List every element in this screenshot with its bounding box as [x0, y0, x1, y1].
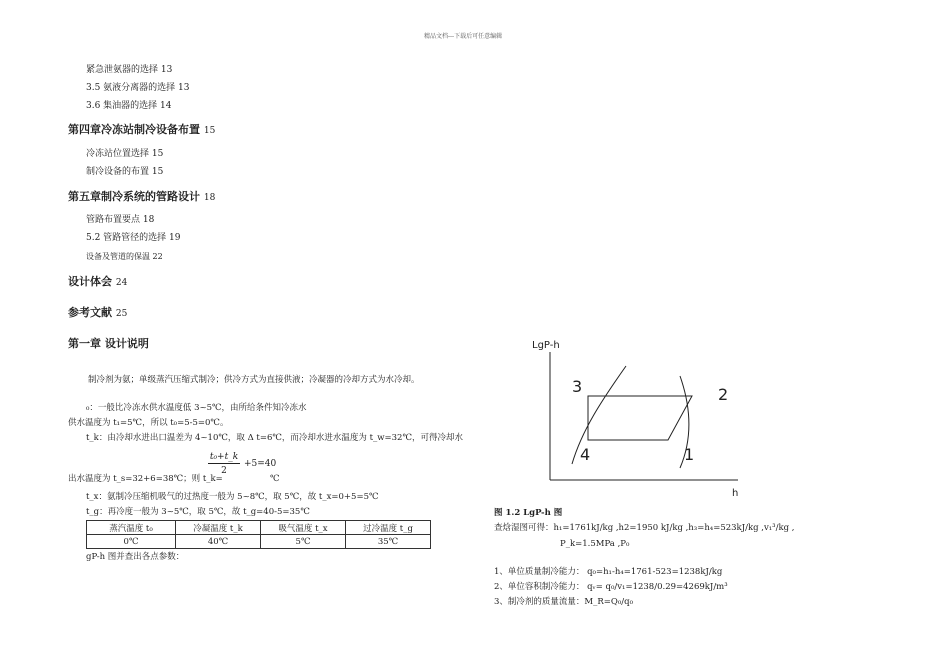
- point-label: 1: [684, 445, 695, 464]
- paragraph: 查焓湿图可得：h₁=1761kJ/kg ,h2=1950 kJ/kg ,h₃=h₄=523kJ/kg ,v₁³/kg ,: [494, 523, 795, 533]
- refrigeration-cycle: [588, 396, 692, 440]
- formula-numerator: t₀+t_k: [209, 452, 239, 462]
- paragraph: 出水温度为 t_s=32+6=38℃；则 t_k=: [68, 474, 223, 484]
- toc-chapter-5[interactable]: [68, 191, 215, 203]
- paragraph: 供水温度为 t₁=5℃，所以 t₀=5-5=0℃。: [68, 418, 229, 428]
- table-cell: 40℃: [176, 535, 261, 549]
- table-header-cell: 吸气温度 t_x: [261, 521, 346, 535]
- paragraph: ₀：一般比冷冻水供水温度低 3~5℃，由所给条件知冷冻水: [86, 403, 307, 413]
- lgp-h-diagram: [520, 330, 760, 505]
- table-row: [87, 535, 431, 549]
- diagram-xlabel: h: [732, 488, 739, 499]
- paragraph: 1、单位质量制冷能力： q₀=h₁-h₄=1761-523=1238kJ/kg: [494, 567, 723, 577]
- toc-item[interactable]: 制冷设备的布置 15: [86, 167, 164, 177]
- page-header: 精品文档---下载后可任意编辑: [424, 33, 503, 40]
- toc-item[interactable]: 管路布置要点 18: [86, 215, 155, 225]
- table-header-row: [87, 521, 431, 535]
- toc-item[interactable]: 5.2 管路管径的选择 19: [86, 233, 181, 243]
- paragraph: 制冷剂为氨；单级蒸汽压缩式制冷；供冷方式为直接供液；冷凝器的冷却方式为水冷却。: [88, 375, 420, 385]
- toc-chapter-page: 18: [203, 193, 216, 203]
- toc-chapter-title: 参考文献: [68, 306, 112, 319]
- point-label: 3: [572, 377, 583, 396]
- figure-caption: 图 1.2 LgP-h 图: [494, 508, 563, 518]
- table-cell: 0℃: [87, 535, 176, 549]
- table-cell: 35℃: [346, 535, 431, 549]
- table-header-cell: 冷凝温度 t_k: [176, 521, 261, 535]
- toc-chapter-title: 设计体会: [68, 275, 112, 288]
- toc-experience[interactable]: [68, 276, 127, 288]
- paragraph: 3、制冷剂的质量流量：M_R=Q₀/q₀: [494, 597, 633, 607]
- paragraph: 2、单位容积制冷能力： qᵥ= q₀/v₁=1238/0.29=4269kJ/m³: [494, 582, 728, 592]
- toc-item[interactable]: 3.5 氨液分离器的选择 13: [86, 83, 190, 93]
- toc-chapter-4[interactable]: [68, 124, 215, 136]
- toc-chapter-page: 25: [115, 309, 128, 319]
- diagram-ylabel: LgP-h: [532, 340, 560, 351]
- paragraph: gP-h 图并查出各点参数：: [86, 552, 185, 562]
- toc-chapter-title: 第五章制冷系统的管路设计: [68, 190, 200, 203]
- toc-chapter-page: 15: [203, 126, 216, 136]
- table-header-cell: 蒸汽温度 t₀: [87, 521, 176, 535]
- chapter-title: 第一章 设计说明: [68, 337, 149, 350]
- formula-tail: +5=40: [244, 459, 277, 469]
- toc-item[interactable]: 紧急泄氨器的选择 13: [86, 65, 173, 75]
- formula-denominator: 2: [221, 466, 227, 476]
- point-label: 4: [580, 445, 591, 464]
- toc-chapter-title: 第四章冷冻站制冷设备布置: [68, 123, 200, 136]
- toc-item[interactable]: 3.6 集油器的选择 14: [86, 101, 172, 111]
- formula-unit: ℃: [270, 474, 280, 484]
- paragraph: t_x：氨制冷压缩机吸气的过热度一般为 5~8℃，取 5℃，故 t_x=0+5=5℃: [86, 492, 379, 502]
- paragraph: t_g：再冷度一般为 3~5℃，取 5℃，故 t_g=40-5=35℃: [86, 507, 310, 517]
- toc-item[interactable]: 设备及管道的保温 22: [86, 252, 163, 261]
- table-cell: 5℃: [261, 535, 346, 549]
- toc-item[interactable]: 冷冻站位置选择 15: [86, 149, 164, 159]
- point-label: 2: [718, 385, 729, 404]
- toc-references[interactable]: [68, 307, 127, 319]
- paragraph: t_k：由冷却水进出口温差为 4~10℃，取 Δ t=6℃，而冷却水进水温度为 t_w=32℃，可得冷却水: [86, 433, 463, 443]
- table-header-cell: 过冷温度 t_g: [346, 521, 431, 535]
- parameter-table: [86, 520, 431, 549]
- paragraph: P_k=1.5MPa ,P₀: [560, 539, 630, 549]
- toc-chapter-page: 24: [115, 278, 128, 288]
